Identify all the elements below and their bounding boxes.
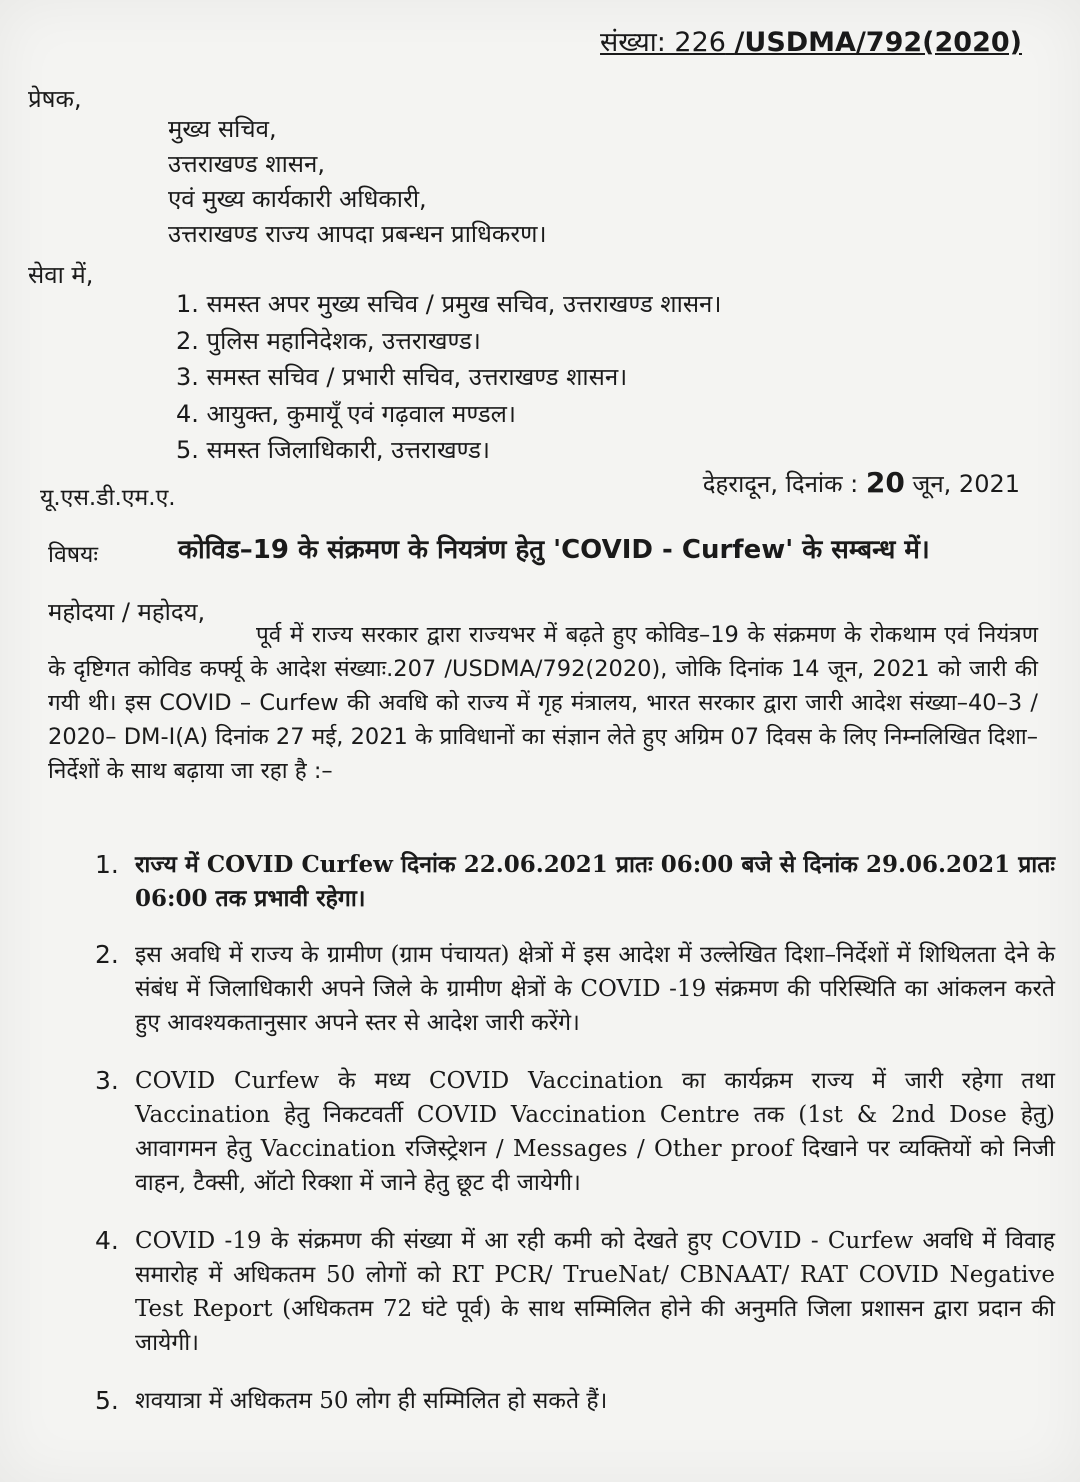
recipient-item: 1. समस्त अपर मुख्य सचिव / प्रमुख सचिव, उत्तराखण्ड शासन। [176,290,722,318]
direction-number: 5. [95,1386,119,1415]
date-prefix: देहरादून, दिनांक : [702,470,859,498]
date-month: जून, [912,470,952,498]
date-day: 20 [865,466,905,499]
sender-block [168,112,547,252]
direction-item [95,1224,1055,1360]
department-abbreviation: यू.एस.डी.एम.ए. [40,485,176,511]
subject-label: विषयः [48,542,99,568]
direction-item [95,938,1055,1040]
body-paragraph [48,618,1038,788]
direction-text: राज्य में COVID Curfew दिनांक 22.06.2021 प्रातः 06:00 बजे से दिनांक 29.06.2021 प्रातः 06:00 तक प्रभावी रहेगा। [135,851,1055,912]
direction-number: 4. [95,1226,119,1255]
recipients-list [176,286,721,469]
recipient-item: 3. समस्त सचिव / प्रभारी सचिव, उत्तराखण्ड शासन। [176,363,628,391]
sender-line: उत्तराखण्ड राज्य आपदा प्रबन्धन प्राधिकरण। [168,220,547,248]
direction-item [95,1384,1055,1418]
direction-item [95,1064,1055,1200]
subject-text: कोविड–19 के संक्रमण के नियत्रंण हेतु 'COVID - Curfew' के सम्बन्ध में। [178,535,930,565]
date-year: 2021 [958,470,1020,498]
body-paragraph-text: पूर्व में राज्य सरकार द्वारा राज्यभर में बढ़ते हुए कोविड–19 के संक्रमण के रोकथाम एवं नियंत्रण के दृष्टिगत कोविड कर्फ्यू के आदेश संख्याः.207 /USDMA/792(2020), जोकि दिनांक 14 जून, 2021 को जारी की गयी थी। इस COVID – Curfew की अवधि को राज्य में गृह मंत्रालय, भारत सरकार द्वारा जारी आदेश संख्या–40–3 / 2020– DM-I(A) दिनांक 27 मई, 2021 के प्राविधानों का संज्ञान लेते हुए अग्रिम 07 दिवस के लिए निम्नलिखित दिशा–निर्देशों के साथ बढ़ाया जा रहा है :– [48,622,1038,784]
recipients-label: सेवा में, [28,261,94,289]
sender-line: एवं मुख्य कार्यकारी अधिकारी, [168,185,427,213]
direction-number: 2. [95,940,119,969]
direction-number: 1. [95,850,119,879]
direction-number: 3. [95,1066,119,1095]
sender-line: उत्तराखण्ड शासन, [168,150,325,178]
sender-label: प्रेषक, [28,85,82,113]
direction-text: COVID Curfew के मध्य COVID Vaccination का कार्यक्रम राज्य में जारी रहेगा तथा Vaccination हेतु निकटवर्ती COVID Vaccination Centre तक (1st & 2nd Dose हेतु) आवागमन हेतु Vaccination रजिस्ट्रेशन / Messages / Other proof दिखाने पर व्यक्तियों को निजी वाहन, टैक्सी, ऑटो रिक्शा में जाने हेतु छूट दी जायेगी। [135,1068,1055,1196]
reference-number [600,22,1022,59]
directions-list [95,848,1055,1418]
recipient-item: 4. आयुक्त, कुमायूँ एवं गढ़वाल मण्डल। [176,399,517,428]
direction-text: शवयात्रा में अधिकतम 50 लोग ही सम्मिलित हो सकते हैं। [135,1388,608,1414]
reference-prefix: संख्या: 226 [600,27,726,58]
recipient-item: 5. समस्त जिलाधिकारी, उत्तराखण्ड। [176,436,490,464]
salutation: महोदया / महोदय, [48,598,206,626]
reference-code: /USDMA/792(2020) [734,27,1022,58]
direction-text: COVID -19 के संक्रमण की संख्या में आ रही कमी को देखते हुए COVID - Curfew अवधि में विवाह समारोह में अधिकतम 50 लोगों को RT PCR/ TrueNat/ CBNAAT/ RAT COVID Negative Test Report (अधिकतम 72 घंटे पूर्व) के साथ सम्मिलित होने की अनुमति जिला प्रशासन द्वारा प्रदान की जायेगी। [135,1228,1055,1356]
issue-date [703,466,1020,500]
direction-item [95,848,1055,916]
direction-text: इस अवधि में राज्य के ग्रामीण (ग्राम पंचायत) क्षेत्रों में इस आदेश में उल्लेखित दिशा–निर्देशों में शिथिलता देने के संबंध में जिलाधिकारी अपने जिले के ग्रामीण क्षेत्रों के COVID -19 संक्रमण की परिस्थिति का आंकलन करते हुए आवश्यकतानुसार अपने स्तर से आदेश जारी करेंगे। [135,942,1055,1036]
recipient-item: 2. पुलिस महानिदेशक, उत्तराखण्ड। [176,326,481,355]
sender-line: मुख्य सचिव, [168,115,277,143]
